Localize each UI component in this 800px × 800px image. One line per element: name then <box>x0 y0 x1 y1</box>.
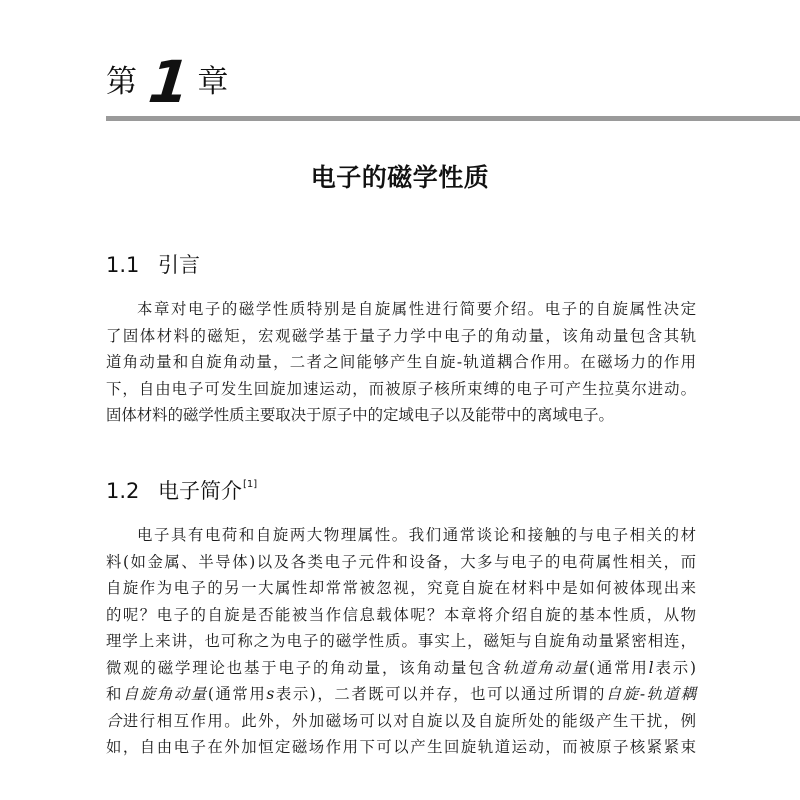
paragraph-line: 的呢？电子的自旋是否能被当作信息载体呢？本章将介绍自旋的基本性质，从物 <box>106 605 696 624</box>
citation-ref: [1] <box>243 479 258 490</box>
chapter-number: 1 <box>145 48 191 116</box>
paragraph-line: 料(如金属、半导体)以及各类电子元件和设备，大多与电子的电荷属性相关，而 <box>106 552 696 571</box>
paragraph-line: 固体材料的磁学性质主要取决于原子中的定域电子以及能带中的离域电子。 <box>106 406 614 424</box>
section-title: 电子简介 <box>158 479 242 503</box>
chapter-divider <box>106 116 800 121</box>
paragraph-line: 了固体材料的磁矩，宏观磁学基于量子力学中电子的角动量，该角动量包含其轨 <box>106 326 696 345</box>
paragraph-line: 理学上来讲，也可称之为电子的磁学性质。事实上，磁矩与自旋角动量紧密相连， <box>106 632 696 650</box>
paragraph-line <box>106 655 696 682</box>
paragraph-line: 下，自由电子可发生回旋加速运动，而被原子核所束缚的电子可产生拉莫尔进动。 <box>106 379 696 398</box>
chapter-suffix: 章 <box>197 63 229 100</box>
paragraph-line: 如，自由电子在外加恒定磁场作用下可以产生回旋轨道运动，而被原子核紧紧束 <box>106 738 696 756</box>
section-heading-1-1 <box>106 249 200 279</box>
section-1-1-paragraph <box>106 296 696 429</box>
text-run: 表示)，二者既可以并存，也可以通过所谓的 <box>274 685 606 703</box>
paragraph-line: 自旋作为电子的另一大属性却常常被忽视，究竟自旋在材料中是如何被体现出来 <box>106 579 696 597</box>
term-spin-orbit-coupling: 自旋-轨道耦 <box>605 685 696 703</box>
section-1-2-paragraph <box>106 522 696 761</box>
paragraph-line: 本章对电子的磁学性质特别是自旋属性进行简要介绍。电子的自旋属性决定 <box>137 300 696 318</box>
paragraph-line: 道角动量和自旋角动量，二者之间能够产生自旋-轨道耦合作用。在磁场力的作用 <box>106 353 696 371</box>
chapter-title: 电子的磁学性质 <box>310 163 490 192</box>
chapter-prefix: 第 <box>106 63 137 100</box>
section-number: 1.1 <box>106 253 140 277</box>
paragraph-line: 电子具有电荷和自旋两大物理属性。我们通常谈论和接触的与电子相关的材 <box>137 526 696 544</box>
section-title: 引言 <box>158 253 200 277</box>
paragraph-line <box>106 681 696 708</box>
section-number: 1.2 <box>106 479 140 503</box>
chapter-heading <box>106 48 229 116</box>
text-run: 表示) <box>653 658 696 677</box>
text-run: 和 <box>106 685 123 703</box>
symbol-l: l <box>648 658 654 677</box>
term-spin-orbit-coupling-end: 合 <box>106 711 123 730</box>
text-run: (通常用 <box>589 658 649 677</box>
text-run: (通常用 <box>207 685 267 703</box>
term-orbital-angular-momentum: 轨道角动量 <box>502 658 590 677</box>
symbol-s: s <box>266 685 275 703</box>
text-run: 微观的磁学理论也基于电子的角动量，该角动量包含 <box>106 658 503 677</box>
text-run: 进行相互作用。此外，外加磁场可以对自旋以及自旋所处的能级产生干扰，例 <box>122 711 696 730</box>
section-heading-1-2 <box>106 475 257 505</box>
term-spin-angular-momentum: 自旋角动量 <box>122 685 208 703</box>
paragraph-line <box>106 708 696 735</box>
